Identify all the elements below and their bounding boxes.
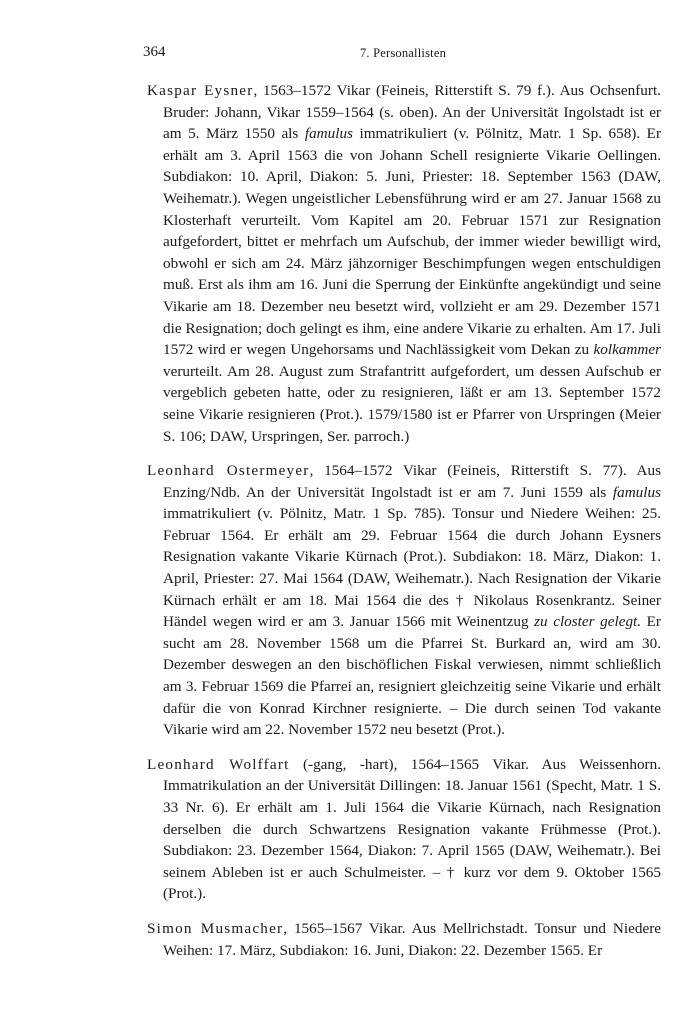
page-body <box>147 80 661 974</box>
entry-text: , 1565–1567 Vikar. Aus Mellrichstadt. Tonsur und Niedere Weihen: 17. März, Subdiakon: 16. Juni, Diakon: 22. Dezember 1565. Er <box>163 919 661 959</box>
entry-name: Leonhard Ostermeyer <box>147 462 310 480</box>
entry-text: Er sucht am 28. November 1568 um die Pfarrei St. Burkard an, wird am 30. Dezember deswegen an den bischöflichen Fiskal verwiesen, nimmt schließlich am 3. Februar 1569 die Pfarrei an, resigniert gleichzeitig seine Vikarie und erhält dafür die von Konrad Kirchner resignierte. – Die durch seinen Tod vakante Vikarie wird am 22. November 1572 neu besetzt (Prot.). <box>163 613 661 739</box>
entry-name: Leonhard Wolffart <box>147 755 290 773</box>
entry-italic-term: famulus <box>304 125 353 143</box>
entry-italic-term: kolkammer <box>593 341 661 359</box>
entry-name: Kaspar Eysner <box>147 82 254 99</box>
page-number: 364 <box>143 44 166 60</box>
entry-text: immatrikuliert (v. Pölnitz, Matr. 1 Sp. 785). Tonsur und Niedere Weihen: 25. Februar 1564. Er erhält am 29. Februar 1564 die durch Johann Eysners Resignation vakante Vikarie Kürnach (Prot.). Subdiakon: 18. März, Diakon: 1. April, Priester: 27. Mai 1564 (DAW, Weihematr.). Nach Resignation der Vikarie Kürnach erhält er am 18. Mai 1564 die des † Nikolaus Rosenkrantz. Seiner Händel wegen wird er am 3. Januar 1566 mit Weinentzug <box>163 505 661 631</box>
entry-name: Simon Musmacher <box>147 919 284 937</box>
page-header <box>143 44 663 66</box>
entry-text: verurteilt. Am 28. August zum Strafantritt aufgefordert, um dessen Aufschub er vergeblich gebeten hatte, oder zu resignieren, läßt er am 13. September 1572 seine Vikarie resignieren (Prot.). 1579/1580 ist er Pfarrer von Urspringen (Meier S. 106; DAW, Urspringen, Ser. parroch.) <box>163 362 661 445</box>
entry-text: , 1564–1572 Vikar (Feineis, Ritterstift S. 77). Aus Enzing/Ndb. An der Universität Ingolstadt ist er am 7. Juni 1559 als <box>163 462 661 501</box>
entry-leonhard-ostermeyer <box>147 460 661 741</box>
entry-italic-term: zu closter gelegt. <box>534 613 642 631</box>
running-title: 7. Personallisten <box>359 46 447 60</box>
entry-text: (-gang, -hart), 1564–1565 Vikar. Aus Weissenhorn. Immatrikulation an der Universität Dillingen: 18. Januar 1561 (Specht, Matr. 1 S. 33 Nr. 6). Er erhält am 1. Juli 1564 die Vikarie Kürnach, nach Resignation derselben die durch Schwartzens Resignation vakante Frühmesse (Prot.). Subdiakon: 23. Dezember 1564, Diakon: 7. April 1565 (DAW, Weihematr.). Bei seinem Ableben ist er auch Schulmeister. – † kurz vor dem 9. Oktober 1565 (Prot.). <box>163 755 661 903</box>
entry-text: immatrikuliert (v. Pölnitz, Matr. 1 Sp. 658). Er erhält am 3. April 1563 die von Johann Schell resignierte Vikarie Oellingen. Subdiakon: 10. April, Diakon: 5. Juni, Priester: 18. September 1563 (DAW, Weihematr.). Wegen ungeistlicher Lebensführung wird er am 27. Januar 1568 zu Klosterhaft verurteilt. Vom Kapitel am 20. Februar 1571 zur Resignation aufgefordert, bittet er mehrfach um Aufschub, der immer wieder bewilligt wird, obwohl er sich am 24. März jähzorniger Beschimpfungen wegen entschuldigen muß. Erst als ihm am 16. Juni die Sperrung der Einkünfte angekündigt und seine Vikarie am 18. Dezember neu besetzt wird, vollzieht er am 29. Dezember 1571 die Resignation; doch gelingt es ihm, eine andere Vikarie zu erhalten. Am 17. Juli 1572 wird er wegen Ungehorsams und Nachlässigkeit vom Dekan zu <box>163 125 662 359</box>
entry-simon-musmacher <box>147 918 661 961</box>
entry-kaspar-eysner <box>147 80 661 447</box>
entry-italic-term: famulus <box>612 483 661 501</box>
entry-text: , 1563–1572 Vikar (Feineis, Ritterstift S. 79 f.). Aus Ochsenfurt. Bruder: Johann, Vikar 1559–1564 (s. oben). An der Universität Ingolstadt ist er am 5. März 1550 als <box>163 82 661 143</box>
entry-leonhard-wolffart <box>147 754 661 905</box>
